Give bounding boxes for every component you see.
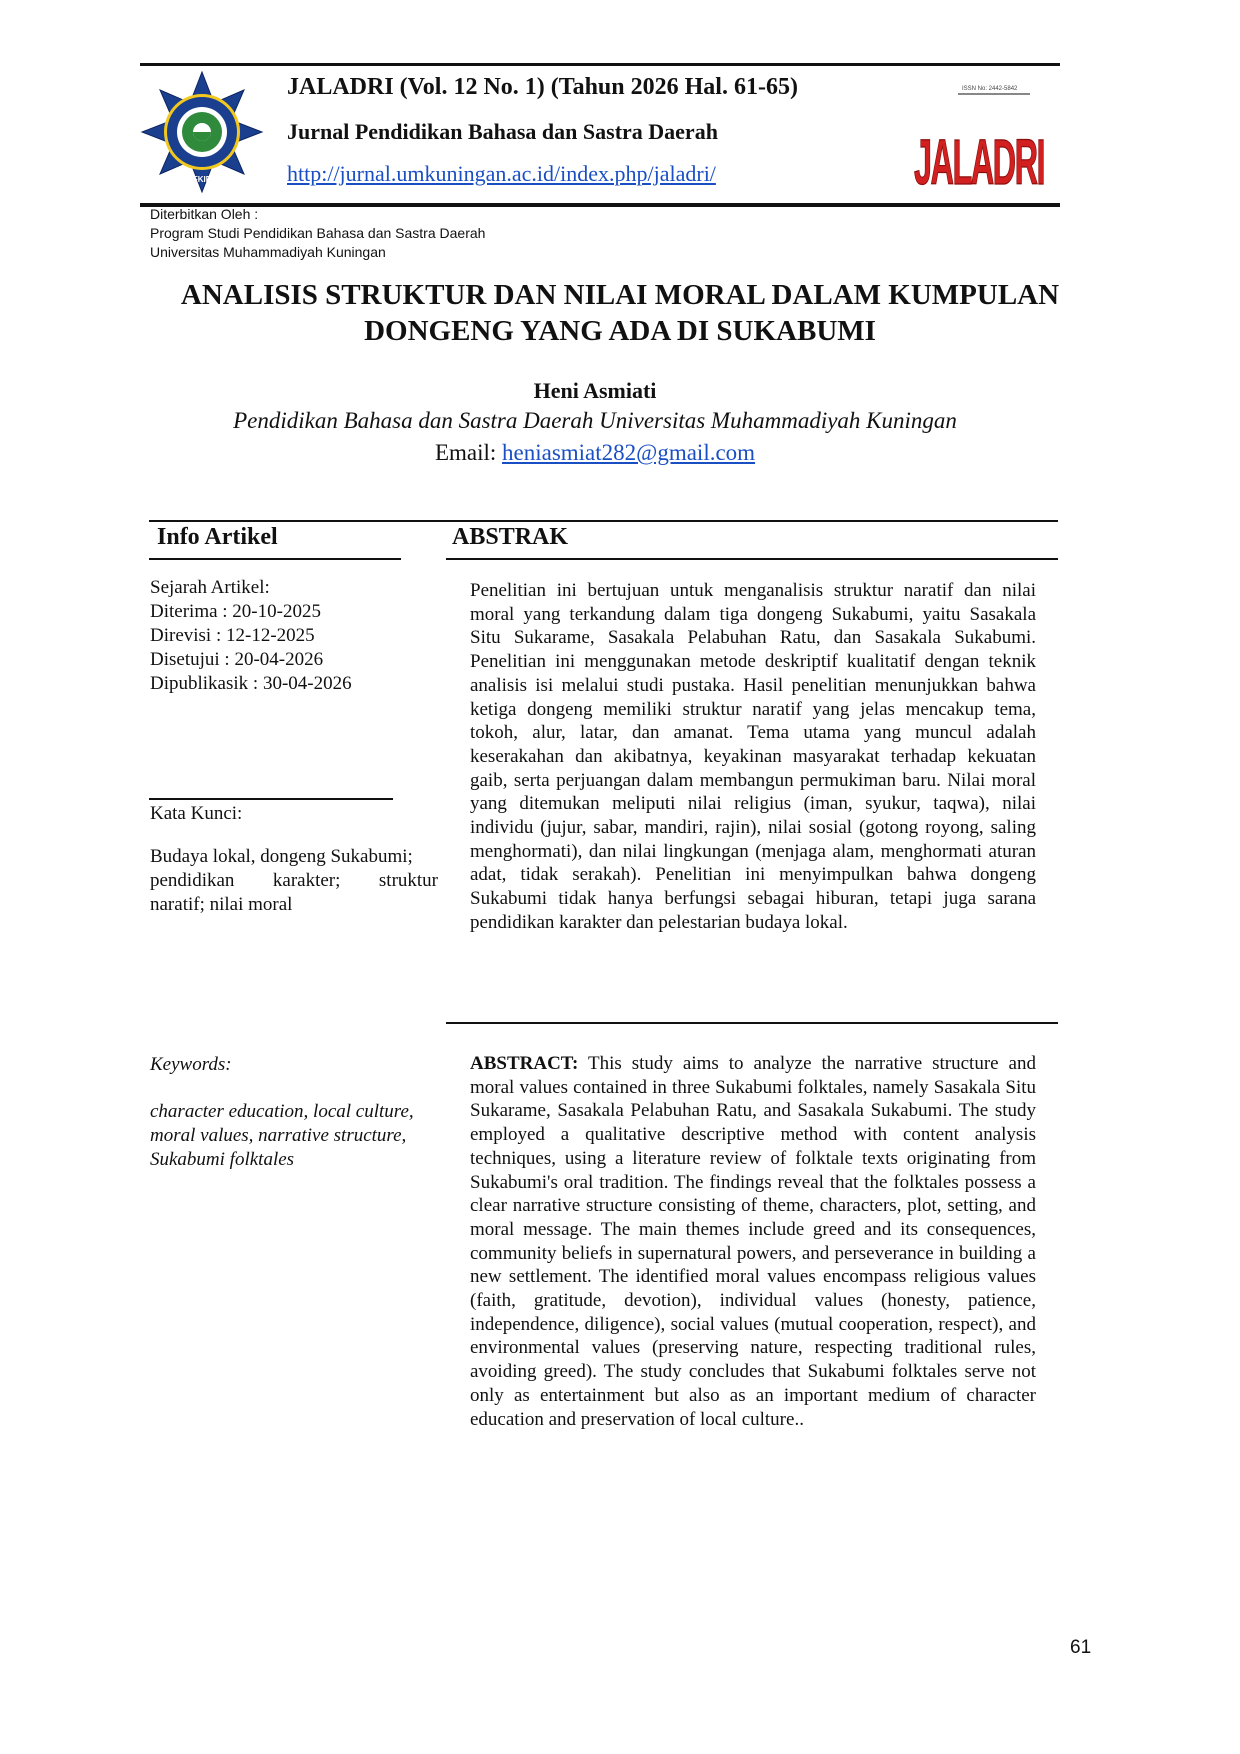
keywords-line-1: character education, local culture,	[150, 1101, 414, 1122]
svg-text:FKIP: FKIP	[192, 175, 212, 184]
history-label: Sejarah Artikel:	[150, 577, 270, 598]
publisher-program: Program Studi Pendidikan Bahasa dan Sastra Daerah	[150, 225, 486, 241]
journal-volume-line: JALADRI (Vol. 12 No. 1) (Tahun 2026 Hal. 61-65)	[287, 74, 798, 100]
abstract-en-label: ABSTRACT:	[470, 1053, 579, 1074]
abstract-en-block	[470, 1052, 1036, 1431]
abstract-en-text: This study aims to analyze the narrative structure and moral values contained in three Sukabumi folktales, namely Sasakala Situ Sukarame, Sasakala Pelabuhan Ratu, and Sasakala Sukabumi. The study employed a qualitative descriptive method with content analysis techniques, using a literature review of folktale texts originating from Sukabumi's oral tradition. The findings reveal that the folktales possess a clear narrative structure consisting of theme, characters, plot, setting, and moral message. The main themes include greed and its consequences, community beliefs in supernatural powers, and perseverance in building a new settlement. The identified moral values encompass religious values (faith, gratitude, devotion), individual values (honesty, patience, independence, diligence), social values (mutual cooperation, respect), and environmental values (preserving nature, respecting traditional rules, avoiding greed). The study concludes that Sukabumi folktales serve not only as entertainment but also as an important medium of character education and preservation of local culture..	[470, 1053, 1036, 1430]
section-top-rule	[149, 520, 1058, 522]
journal-subtitle: Jurnal Pendidikan Bahasa dan Sastra Daerah	[287, 119, 718, 144]
date-published: Dipublikasik : 30-04-2026	[150, 673, 352, 694]
header-top-rule	[140, 63, 1060, 66]
abstrak-text: Penelitian ini bertujuan untuk menganalisis struktur naratif dan nilai moral yang terkandung dalam tiga dongeng Sukabumi, yaitu Sasakala Situ Sukarame, Sasakala Pelabuhan Ratu, dan Sasakala Sukabumi. Penelitian ini menggunakan metode deskriptif kualitatif dengan teknik analisis isi melalui studi pustaka. Hasil penelitian menunjukkan bahwa ketiga dongeng memiliki struktur naratif yang jelas mencakup tema, tokoh, alur, latar, dan amanat. Tema utama yang muncul adalah keserakahan dan akibatnya, keyakinan masyarakat terhadap kekuatan gaib, serta perjuangan dalam membangun permukiman baru. Nilai moral yang ditemukan meliputi nilai religius (iman, syukur, taqwa), nilai individu (jujur, sabar, mandiri, rajin), nilai sosial (gotong royong, saling menghormati), dan nilai lingkungan (menjaga alam, menghormati aturan adat, tidak serakah). Penelitian ini menyimpulkan bahwa dongeng Sukabumi tidak hanya berfungsi sebagai hiburan, tetapi juga sarana pendidikan karakter dan pelestarian budaya lokal.	[470, 580, 1036, 933]
publisher-block	[150, 205, 485, 262]
jaladri-logo	[912, 80, 1047, 196]
svg-text:JALADRI: JALADRI	[914, 126, 1044, 198]
author-affiliation: Pendidikan Bahasa dan Sastra Daerah Universitas Muhammadiyah Kuningan	[233, 408, 957, 433]
kata-kunci-rule	[149, 798, 393, 800]
journal-url-link[interactable]: http://jurnal.umkuningan.ac.id/index.php/jaladri/	[287, 161, 716, 186]
publisher-label: Diterbitkan Oleh :	[150, 206, 259, 222]
date-received: Diterima : 20-10-2025	[150, 601, 321, 622]
svg-text:ISSN No: 2442-5842: ISSN No: 2442-5842	[962, 86, 1018, 92]
keywords-list	[150, 1100, 414, 1172]
page-number: 61	[1070, 1637, 1092, 1658]
article-title	[100, 277, 1140, 349]
kata-kunci-line-1: Budaya lokal, dongeng Sukabumi;	[150, 846, 413, 867]
keywords-line-3: Sukabumi folktales	[150, 1149, 295, 1170]
kata-kunci-line-2	[150, 869, 438, 893]
info-artikel-heading: Info Artikel	[157, 524, 278, 550]
date-revised: Direvisi : 12-12-2025	[150, 625, 315, 646]
publisher-university: Universitas Muhammadiyah Kuningan	[150, 244, 386, 260]
keywords-line-2: moral values, narrative structure,	[150, 1125, 407, 1146]
kata-kunci-word: karakter;	[272, 870, 341, 891]
kata-kunci-word: pendidikan	[150, 870, 235, 891]
email-label: Email:	[434, 440, 497, 465]
author-email-link[interactable]: heniasmiat282@gmail.com	[502, 440, 756, 465]
keywords-label: Keywords:	[150, 1054, 232, 1075]
date-accepted: Disetujui : 20-04-2026	[150, 649, 324, 670]
kata-kunci-word: struktur	[378, 870, 438, 891]
info-heading-rule	[149, 558, 401, 560]
article-history	[150, 576, 352, 696]
article-title-line-1: ANALISIS STRUKTUR DAN NILAI MORAL DALAM KUMPULAN	[180, 279, 1060, 311]
author-email-row	[0, 440, 1190, 466]
kata-kunci-list	[150, 845, 438, 917]
article-title-line-2: DONGENG YANG ADA DI SUKABUMI	[364, 315, 876, 347]
author-name: Heni Asmiati	[533, 378, 657, 403]
university-logo	[140, 70, 264, 194]
kata-kunci-line-3: naratif; nilai moral	[150, 894, 293, 915]
kata-kunci-label: Kata Kunci:	[150, 803, 243, 824]
abstract-top-rule	[446, 1022, 1058, 1024]
abstrak-heading-rule	[446, 558, 1058, 560]
abstrak-heading: ABSTRAK	[452, 524, 569, 550]
